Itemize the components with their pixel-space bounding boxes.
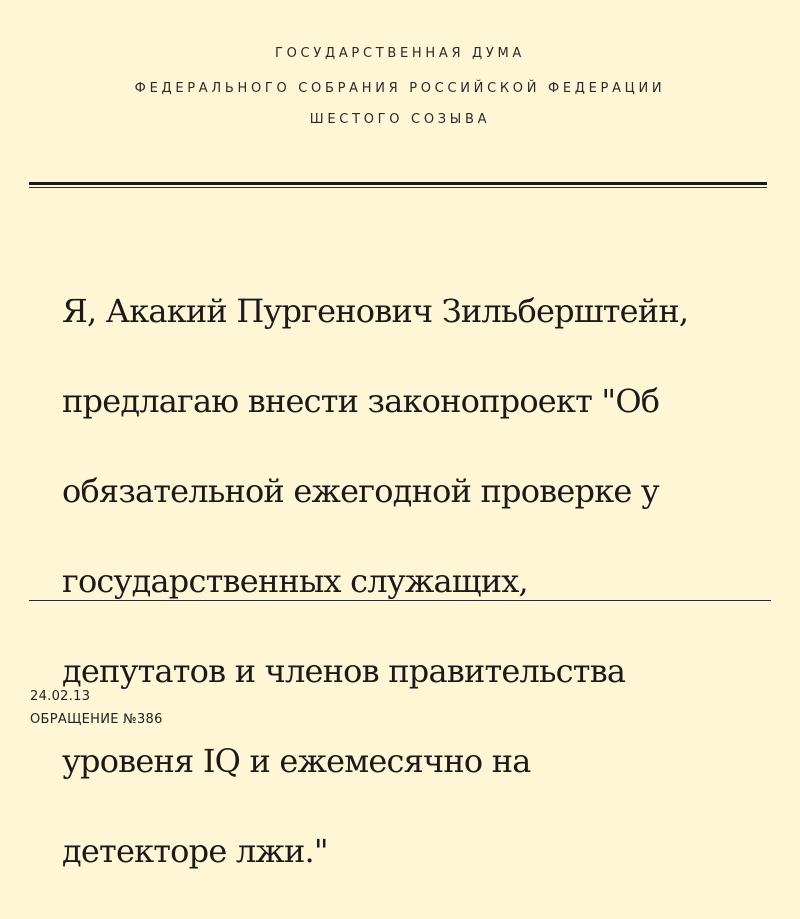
header-organization: ГОСУДАРСТВЕННАЯ ДУМА (275, 46, 525, 61)
proposal-line: детекторе лжи." (62, 832, 328, 870)
document-footer (30, 685, 163, 731)
document-date: 24.02.13 (30, 689, 91, 704)
proposal-text (62, 244, 752, 919)
document-header (0, 0, 800, 150)
proposal-line: предлагаю внести законопроект "Об (62, 382, 660, 420)
proposal-line: уровеня IQ и ежемесячно на (62, 742, 531, 780)
proposal-line: обязательной ежегодной проверке у (62, 472, 659, 510)
header-convocation: ШЕСТОГО СОЗЫВА (309, 112, 491, 127)
header-assembly: ФЕДЕРАЛЬНОГО СОБРАНИЯ РОССИЙСКОЙ ФЕДЕРАЦИИ (134, 81, 666, 96)
header-double-divider (29, 182, 767, 187)
proposal-line: Я, Акакий Пургенович Зильберштейн, (62, 292, 689, 330)
proposal-line: депутатов и членов правительства (62, 652, 626, 690)
proposal-line: государственных служащих, (62, 562, 528, 600)
content-divider (29, 600, 771, 601)
appeal-number: ОБРАЩЕНИЕ №386 (30, 712, 163, 727)
